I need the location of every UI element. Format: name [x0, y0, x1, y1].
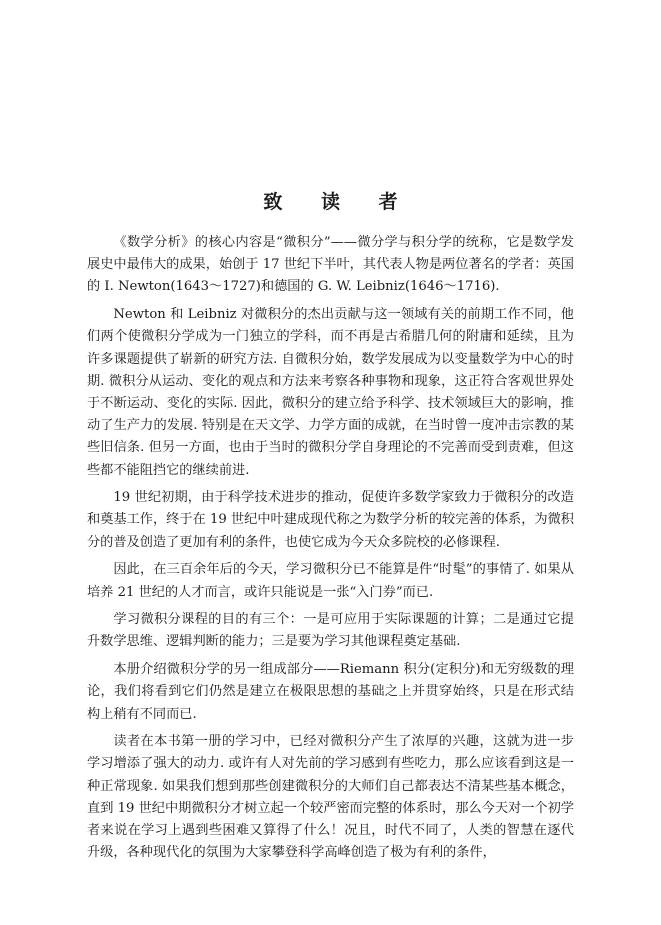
paragraph-4: 因此，在三百余年后的今天，学习微积分已不能算是件“时髦”的事情了. 如果从培养 21 世纪的人才而言，或许只能说是一张“入门券”而已. — [87, 562, 574, 600]
paragraph-7: 读者在本书第一册的学习中，已经对微积分产生了浓厚的兴趣，这就为进一步学习增添了强大的动力. 或许有人对先前的学习感到有些吃力，那么应该看到这是一种正常现象. 如果我们想到那些创建微积分的大师们自己都表达不清某些基本概念，直到 19 世纪中期微积分才树立起一个较严密而完整的体系时，那么今天对一个初学者来说在学习上遇到些困难又算得了什么！况且，时代不同了，人类的智慧在逐代升级，各种现代化的氛围为大家攀登科学高峰创造了极为有利的条件， — [87, 734, 574, 861]
paragraph-2: Newton 和 Leibniz 对微积分的杰出贡献与这一领域有关的前期工作不同，他们两个使微积分学成为一门独立的学科，而不再是古希腊几何的附庸和延续，且为许多课题提供了崭新的研究方法. 自微积分始，数学发展成为以变量数学为中心的时期. 微积分从运动、变化的观点和方法来考察各种事物和现象，这正符合客观世界处于不断运动、变化的实际. 因此，微积分的建立给予科学、技术领域巨大的影响，推动了生产力的发展. 特别是在天文学、力学方面的成就，在当时曾一度冲击宗教的某些旧信条. 但另一方面，也由于当时的微积分学自身理论的不完善而受到责难，但这些都不能阻挡它的继续前进. — [87, 307, 574, 478]
page-title: 致 读 者 — [263, 190, 414, 213]
paragraph-5: 学习微积分课程的目的有三个：一是可应用于实际课题的计算；二是通过它提升数学思维、逻辑判断的能力；三是要为学习其他课程奠定基础. — [87, 612, 574, 650]
paragraph-6: 本册介绍微积分学的另一组成部分——Riemann 积分(定积分)和无穷级数的理论，我们将看到它们仍然是建立在极限思想的基础之上并贯穿始终，只是在形式结构上稍有不同而已. — [87, 662, 574, 722]
document-page — [87, 0, 574, 925]
paragraph-1: 《数学分析》的核心内容是“微积分”——微分学与积分学的统称，它是数学发展史中最伟大的成果，始创于 17 世纪下半叶，其代表人物是两位著名的学者：英国的 I. Newton(1643～1727)和德国的 G. W. Leibniz(1646～1716). — [87, 235, 574, 295]
paragraph-3: 19 世纪初期，由于科学技术进步的推动，促使许多数学家致力于微积分的改造和奠基工作，终于在 19 世纪中叶建成现代称之为数学分析的较完善的体系，为微积分的普及创造了更加有利的条件，也使它成为今天众多院校的必修课程. — [87, 490, 574, 550]
body-text — [87, 232, 574, 870]
